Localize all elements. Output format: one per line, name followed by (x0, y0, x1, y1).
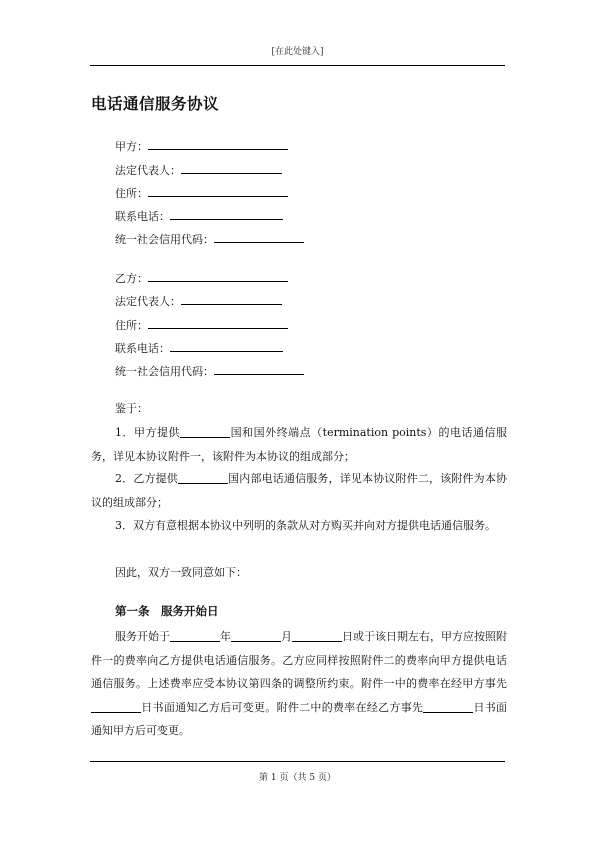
start-year-blank[interactable] (170, 630, 220, 642)
party-b-name-row (115, 270, 288, 286)
article-1-body (91, 625, 507, 743)
article-1-body-text-2: 日书面通知乙方后可变更。附件二中的费率在经乙方事先 (141, 700, 424, 714)
party-b-credit-code-label: 统一社会信用代码： (115, 365, 214, 378)
article-1-year-label: 年 (220, 630, 231, 643)
party-b-credit-code-field[interactable] (214, 363, 304, 375)
party-b-rep-row (115, 293, 282, 309)
whereas-item-2 (91, 467, 507, 514)
whereas-item-1 (91, 421, 507, 468)
party-b-phone-row (115, 340, 283, 356)
page-header: [在此处键入] (271, 47, 324, 57)
party-b-address-row (115, 317, 288, 333)
party-a-phone-row (115, 208, 283, 224)
whereas-item-1-lead: 1．甲方提供 (115, 426, 181, 439)
article-1-heading: 第一条 服务开始日 (115, 604, 219, 618)
article-1-body-text-3: 日书面通知甲方后可变更。 (91, 700, 507, 737)
party-a-notice-days-blank[interactable] (91, 701, 141, 713)
party-b-name-label: 乙方： (115, 272, 148, 285)
party-b-credit-code-row (115, 363, 304, 379)
whereas-item-3: 3．双方有意根据本协议中列明的条款从对方购买并向对方提供电话通信服务。 (115, 519, 496, 532)
whereas-item-1-blank[interactable] (180, 426, 230, 438)
start-month-blank[interactable] (231, 630, 281, 642)
party-a-name-field[interactable] (148, 138, 288, 150)
party-b-rep-label: 法定代表人： (115, 295, 181, 308)
whereas-item-2-text: 国内部电话通信服务，详见本协议附件二，该附件为本协议的组成部分； (91, 472, 507, 509)
party-a-name-label: 甲方： (115, 140, 148, 153)
whereas-item-2-lead: 2．乙方提供 (115, 472, 178, 485)
party-b-name-field[interactable] (148, 270, 288, 282)
party-a-rep-field[interactable] (181, 162, 282, 174)
party-b-address-label: 住所： (115, 319, 148, 332)
article-1-body-text: 日或于该日期左右，甲方应按照附件一的费率向乙方提供电话通信服务。乙方应同样按照附件二的费率向甲方提供电话通信服务。上述费率应受本协议第四条的调整所约束。附件一中的费率在经甲方事先 (91, 630, 507, 690)
start-day-blank[interactable] (292, 630, 342, 642)
document-title: 电话通信服务协议 (91, 94, 220, 113)
whereas-heading: 鉴于： (115, 402, 148, 415)
party-a-address-field[interactable] (148, 185, 288, 197)
page-footer: 第 1 页（共 5 页） (259, 773, 336, 783)
whereas-item-1-text: 国和国外终端点（termination points）的电话通信服务，详见本协议附件一，该附件为本协议的组成部分； (91, 426, 507, 463)
party-a-credit-code-row (115, 231, 304, 247)
party-a-address-row (115, 185, 288, 201)
article-1-month-label: 月 (281, 630, 292, 643)
party-a-rep-row (115, 162, 282, 178)
party-b-rep-field[interactable] (181, 293, 282, 305)
party-b-address-field[interactable] (148, 317, 288, 329)
party-a-phone-field[interactable] (170, 208, 283, 220)
party-a-phone-label: 联系电话： (115, 210, 170, 223)
party-b-phone-field[interactable] (170, 340, 283, 352)
whereas-conclusion: 因此，双方一致同意如下： (115, 566, 247, 579)
party-a-rep-label: 法定代表人： (115, 164, 181, 177)
whereas-item-2-blank[interactable] (178, 472, 228, 484)
footer-divider (90, 761, 505, 762)
party-a-credit-code-field[interactable] (214, 231, 304, 243)
party-a-address-label: 住所： (115, 187, 148, 200)
article-1-start-text: 服务开始于 (115, 630, 170, 643)
header-divider (90, 65, 505, 66)
party-b-phone-label: 联系电话： (115, 342, 170, 355)
party-b-notice-days-blank[interactable] (423, 701, 473, 713)
party-a-name-row (115, 138, 288, 154)
party-a-credit-code-label: 统一社会信用代码： (115, 233, 214, 246)
